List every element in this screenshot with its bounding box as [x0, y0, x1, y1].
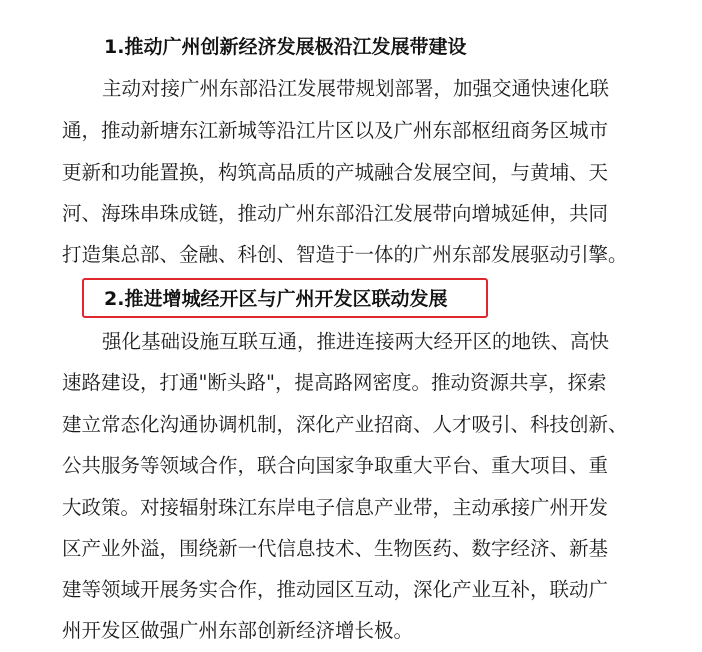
paragraph-line: 强化基础设施互联互通，推进连接两大经开区的地铁、高快 — [102, 330, 610, 353]
paragraph-line: 打造集总部、金融、科创、智造于一体的广州东部发展驱动引擎。 — [62, 243, 628, 266]
section-2-heading: 2.推进增城经开区与广州开发区联动发展 — [104, 288, 448, 310]
paragraph-line: 区产业外溢，围绕新一代信息技术、生物医药、数字经济、新基 — [62, 537, 609, 560]
paragraph-line: 主动对接广州东部沿江发展带规划部署，加强交通快速化联 — [102, 77, 610, 100]
paragraph-line: 公共服务等领域合作，联合向国家争取重大平台、重大项目、重 — [62, 454, 609, 477]
paragraph-line: 通，推动新塘东江新城等沿江片区以及广州东部枢纽商务区城市 — [62, 119, 609, 142]
paragraph-line: 建立常态化沟通协调机制，深化产业招商、人才吸引、科技创新、 — [62, 413, 628, 436]
paragraph-line: 更新和功能置换，构筑高品质的产城融合发展空间，与黄埔、天 — [62, 161, 609, 184]
paragraph-line: 建等领域开展务实合作，推动园区互动，深化产业互补，联动广 — [62, 578, 609, 601]
paragraph-line: 州开发区做强广州东部创新经济增长极。 — [62, 619, 414, 642]
paragraph-line: 大政策。对接辐射珠江东岸电子信息产业带，主动承接广州开发 — [62, 496, 609, 519]
paragraph-line: 河、海珠串珠成链，推动广州东部沿江发展带向增城延伸，共同 — [62, 202, 609, 225]
section-1-heading: 1.推动广州创新经济发展极沿江发展带建设 — [104, 36, 467, 58]
paragraph-line: 速路建设，打通"断头路"，提高路网密度。推动资源共享，探索 — [62, 371, 607, 394]
